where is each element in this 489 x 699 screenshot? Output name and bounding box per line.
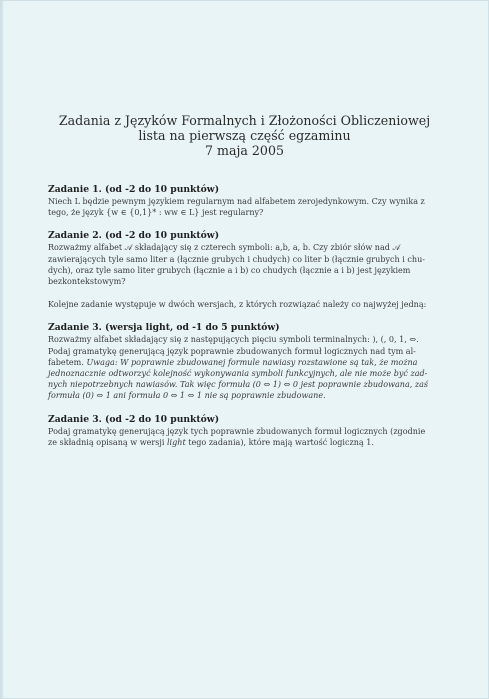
- task-3-full: [48, 414, 448, 448]
- task-3-light-line-6: formuła (0) ⇔ 1 ani formuła 0 ⇔ 1 ⇔ 1 nie są poprawnie zbudowane.: [48, 391, 326, 401]
- header-title: Zadania z Języków Formalnych i Złożoności Obliczeniowej: [58, 113, 431, 128]
- task-3-light: [48, 322, 448, 401]
- task-3-light-line-2: Podaj gramatykę generującą język poprawnie zbudowanych formuł logicznych nad tym al-: [48, 346, 416, 356]
- task-2-line-3: dych), oraz tyle samo liter grubych (łącznie a i b) co chudych (łącznie a i b) jest językiem: [48, 265, 411, 275]
- task-3-light-line-5: nych niepotrzebnych nawiasów. Tak więc formuła (0 ⇔ 1) ⇔ 0 jest poprawnie zbudowana, zaś: [48, 380, 429, 390]
- task-2-line-4: bezkontekstowym?: [48, 277, 126, 287]
- task-3-full-line-1: Podaj gramatykę generującą język tych poprawnie zbudowanych formuł logicznych (zgodnie: [48, 426, 426, 436]
- task-3-full-heading: Zadanie 3. (od -2 do 10 punktów): [48, 413, 220, 425]
- task-3-light-line-1: Rozważmy alfabet składający się z następujących pięciu symboli terminalnych: ), (, 0, 1, ⇔.: [48, 335, 419, 345]
- header-subtitle: lista na pierwszą część egzaminu: [138, 128, 351, 143]
- task-2-line-1: Rozważmy alfabet 𝒜 składający się z czterech symboli: a,b, a, b. Czy zbiór słów nad 𝒜: [48, 243, 401, 253]
- task-3-light-line-3-plain: fabetem.: [48, 357, 84, 367]
- document-body: [48, 184, 448, 460]
- task-3-full-line-2-a: ze składnią opisaną w wersji: [48, 437, 165, 447]
- scan-edge-shadow: [1, 1, 4, 698]
- versions-intro: Kolejne zadanie występuje w dwóch wersjach, z których rozwiązać należy co najwyżej jedną:: [48, 300, 427, 310]
- task-1-heading: Zadanie 1. (od -2 do 10 punktów): [48, 184, 220, 195]
- task-3-full-line-2-b: tego zadania), które mają wartość logiczną 1.: [188, 437, 374, 447]
- header-date: 7 maja 2005: [205, 143, 284, 158]
- task-3-full-light-word: light: [166, 437, 186, 447]
- task-3-light-note: Uwaga: W poprawnie zbudowanej formule nawiasy rozstawione są tak, że można: [86, 357, 418, 367]
- task-2-line-2: zawierających tyle samo liter a (łącznie grubych i chudych) co liter b (łącznie grubych i chu-: [48, 254, 425, 264]
- task-3-light-line-3: [48, 357, 448, 368]
- task-2: [48, 230, 448, 287]
- task-2-heading: Zadanie 2. (od -2 do 10 punktów): [48, 230, 220, 242]
- task-1-line-2: tego, że język {w ∈ {0,1}* : ww ∈ L} jest regularny?: [48, 208, 264, 218]
- task-3-light-heading: Zadanie 3. (wersja light, od -1 do 5 punktów): [48, 322, 280, 334]
- task-1-line-1: Niech L będzie pewnym językiem regularnym nad alfabetem zerojedynkowym. Czy wynika z: [48, 197, 425, 206]
- document-header: [1, 113, 488, 158]
- task-3-full-line-2: [48, 437, 448, 448]
- task-3-light-line-4: jednoznacznie odtworzyć kolejność wykonywania symboli funkcyjnych, ale nie może być zad-: [48, 369, 428, 379]
- task-1: [48, 184, 448, 218]
